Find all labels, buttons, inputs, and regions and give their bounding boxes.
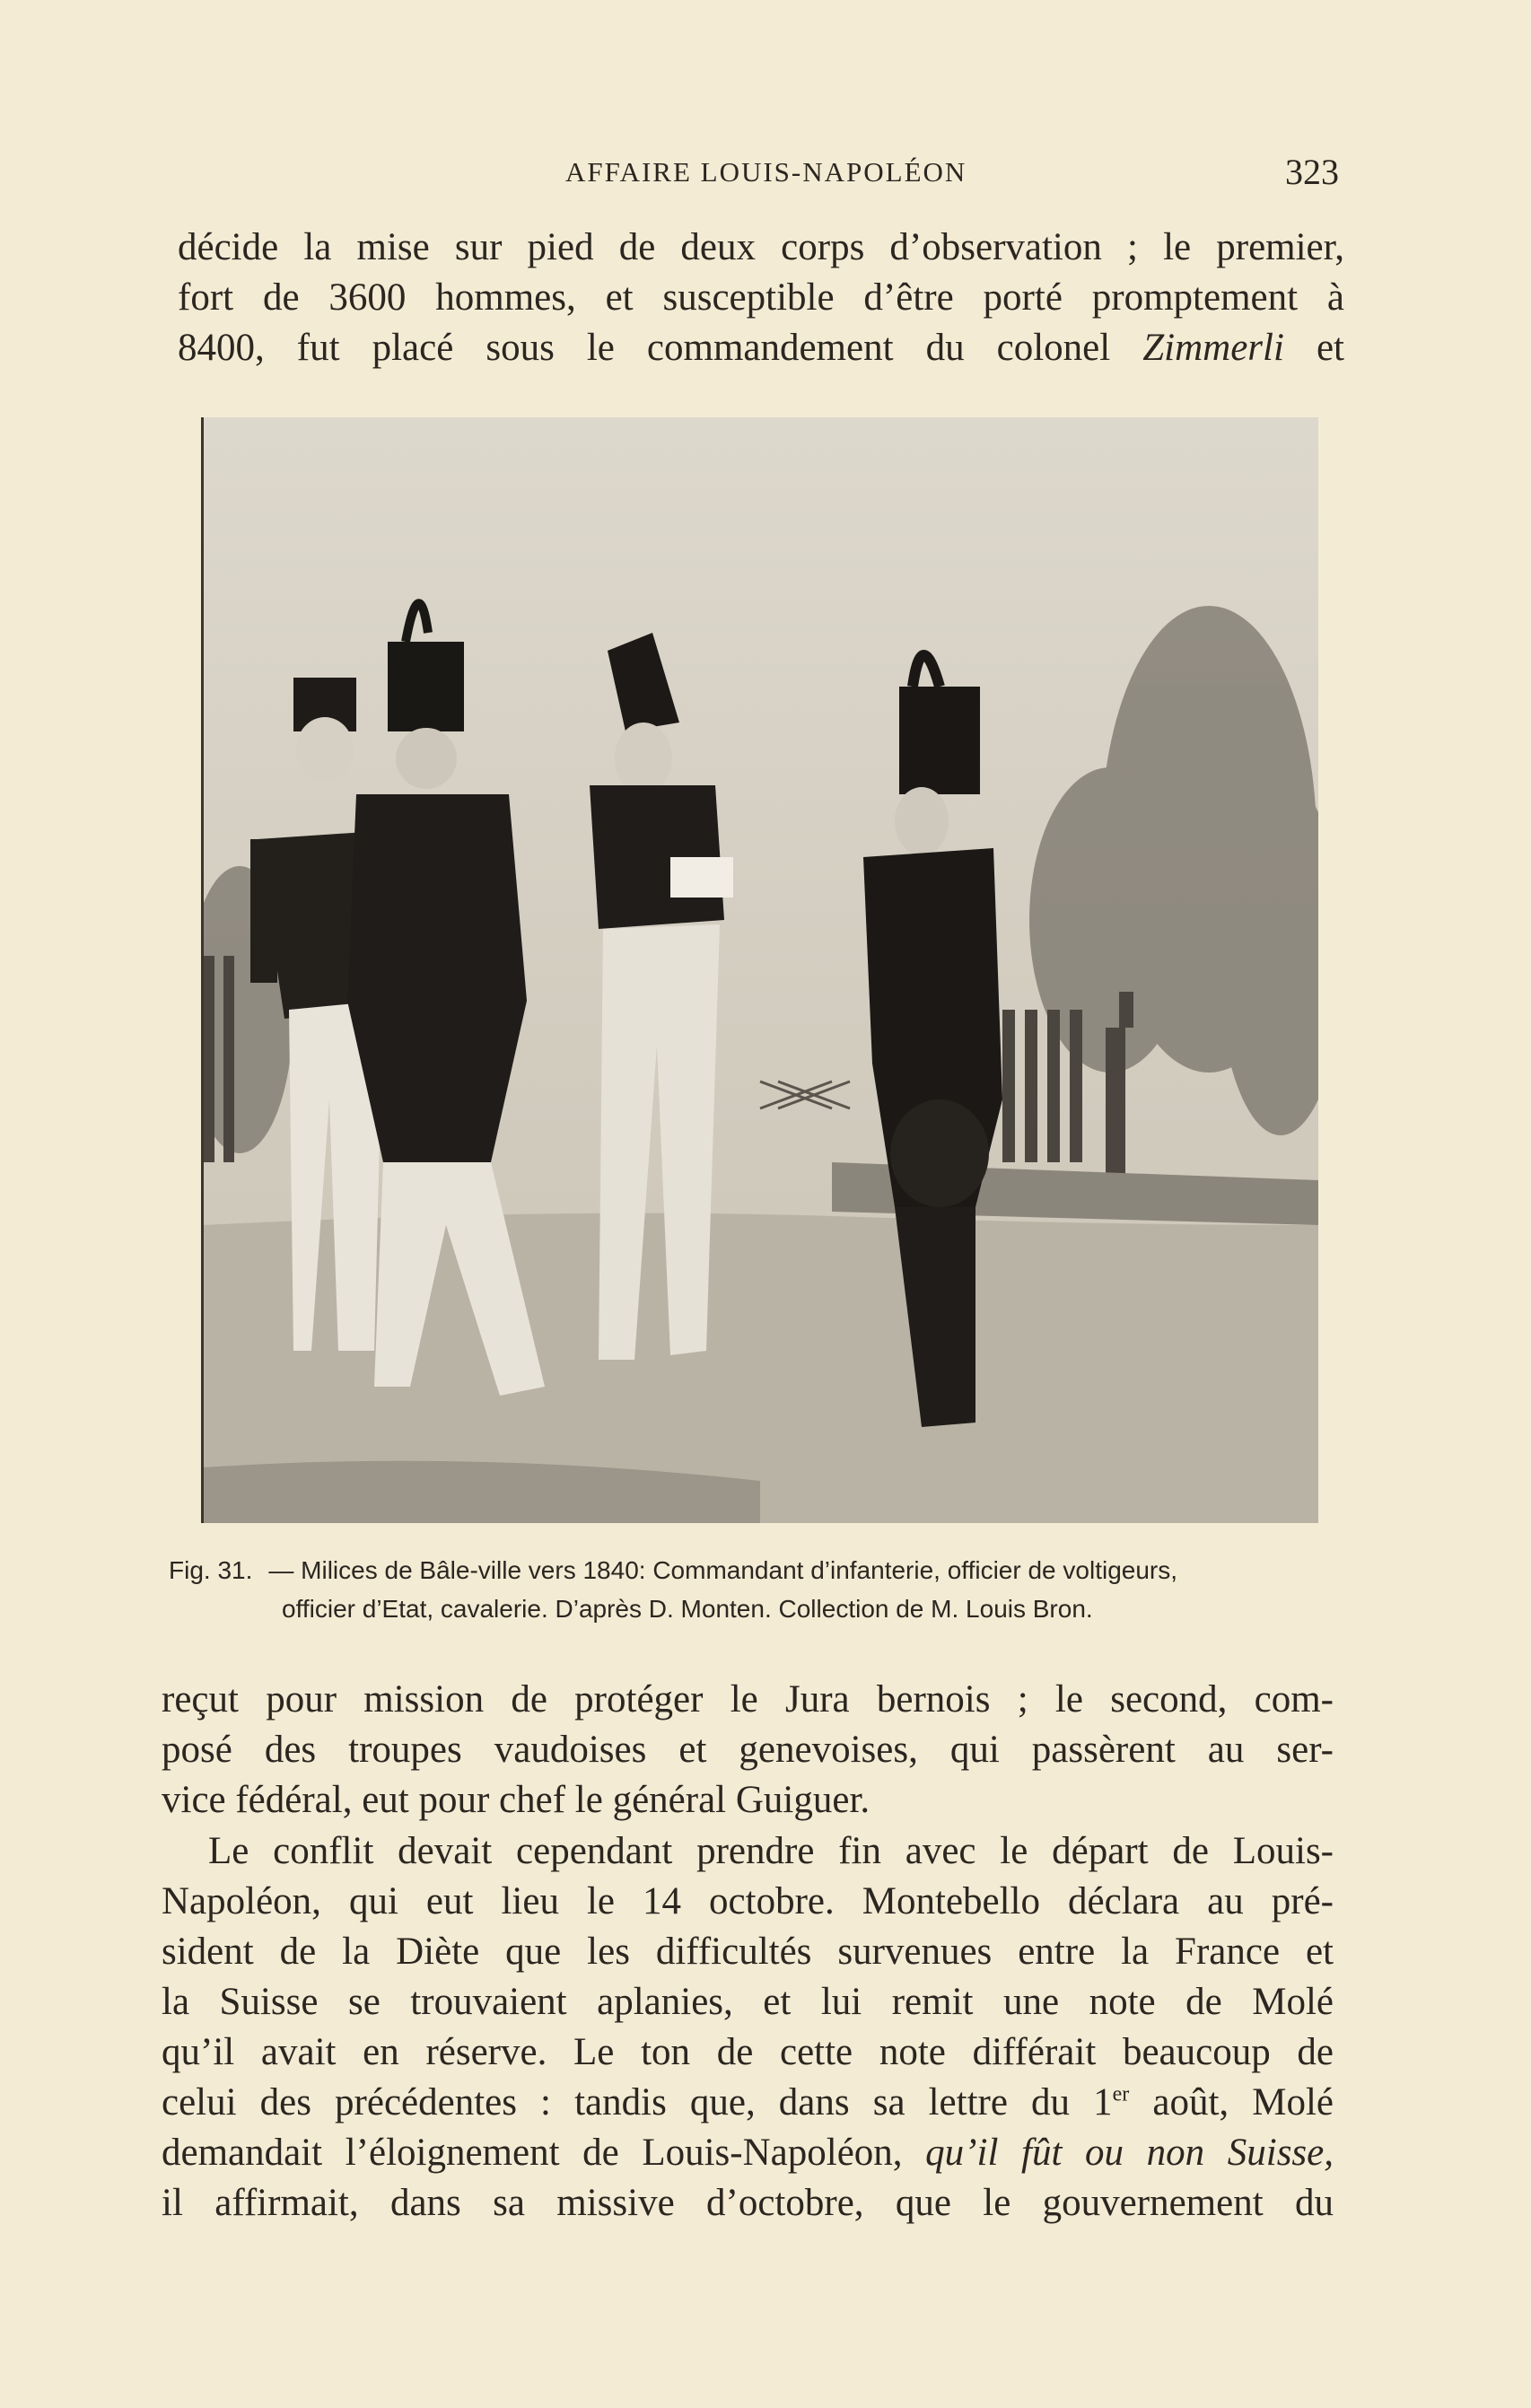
text-line: sident de la Diète que les difficultés survenues entre la France et	[162, 1931, 1334, 1973]
page-number: 323	[1285, 152, 1339, 192]
text-segment: et	[1316, 327, 1345, 369]
caption-line	[169, 1551, 1335, 1589]
text-segment: demandait l’éloignement de Louis-Napoléon,	[162, 2132, 903, 2174]
text-line: Napoléon, qui eut lieu le 14 octobre. Montebello déclara au pré-	[162, 1880, 1334, 1922]
illustration-image	[204, 417, 1318, 1523]
text-line: fort de 3600 hommes, et susceptible d’être porté promptement à	[178, 276, 1344, 319]
running-title: AFFAIRE LOUIS-NAPOLÉON	[565, 156, 967, 188]
caption-text: — Milices de Bâle-ville vers 1840: Commandant d’infanterie, officier de voltigeurs,	[268, 1556, 1178, 1584]
figure-label: Fig. 31.	[169, 1556, 253, 1584]
text-line: la Suisse se trouvaient aplanies, et lui remit une note de Molé	[162, 1981, 1334, 2023]
illustration-milices-bale	[201, 417, 1318, 1523]
italic-name: Zimmerli	[1142, 327, 1284, 369]
italic-phrase: qu’il fût ou non Suisse,	[925, 2132, 1334, 2174]
text-segment: août, Molé	[1152, 2081, 1334, 2123]
superscript-er: er	[1112, 2082, 1130, 2106]
body-paragraph-1	[162, 1675, 1334, 1826]
text-line: reçut pour mission de protéger le Jura bernois ; le second, com-	[162, 1678, 1334, 1721]
text-line	[162, 2128, 1334, 2178]
text-line: Le conflit devait cependant prendre fin avec le départ de Louis-	[208, 1830, 1334, 1872]
text-segment: 8400, fut placé sous le commandement du colonel	[178, 327, 1111, 369]
text-line: vice fédéral, eut pour chef le général Guiguer.	[162, 1779, 870, 1821]
text-line: il affirmait, dans sa missive d’octobre, que le gouvernement du	[162, 2182, 1334, 2224]
top-paragraph	[178, 223, 1344, 373]
caption-line: officier d’Etat, cavalerie. D’après D. Monten. Collection de M. Louis Bron.	[282, 1595, 1093, 1623]
text-segment: celui des précédentes : tandis que, dans sa lettre du 1	[162, 2081, 1113, 2123]
text-line	[162, 2078, 1334, 2128]
text-line: qu’il avait en réserve. Le ton de cette note différait beaucoup de	[162, 2031, 1334, 2073]
body-paragraph-2	[162, 1826, 1334, 2228]
running-head	[0, 151, 1531, 196]
figure-caption	[169, 1551, 1335, 1628]
text-line: posé des troupes vaudoises et genevoises, qui passèrent au ser-	[162, 1729, 1334, 1771]
text-line	[178, 323, 1344, 373]
text-line: décide la mise sur pied de deux corps d’observation ; le premier,	[178, 226, 1344, 268]
